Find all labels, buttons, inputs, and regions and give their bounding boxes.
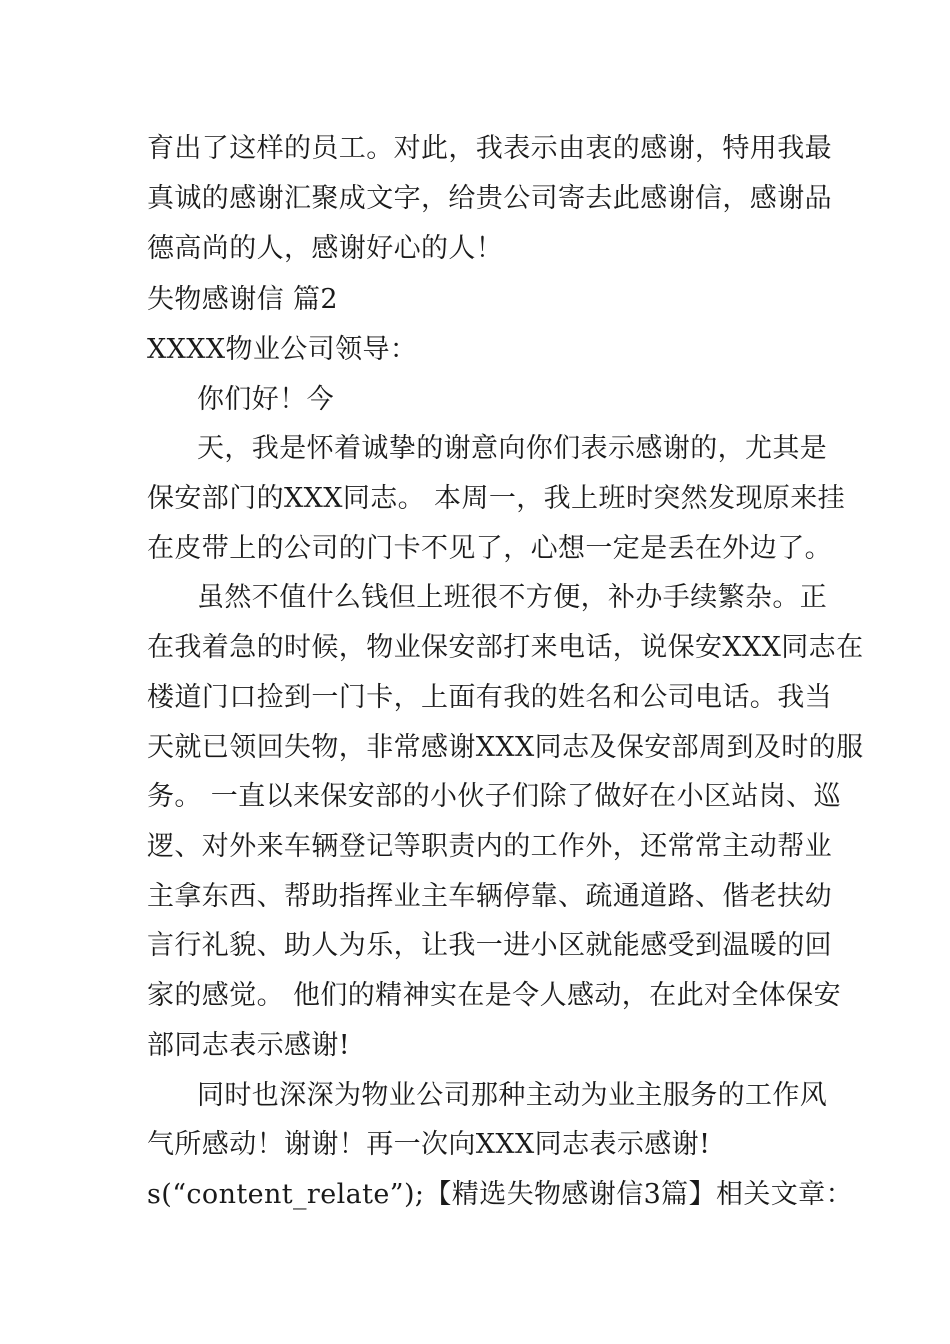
paragraph2-line-2: 在我着急的时候，物业保安部打来电话，说保安XXX同志在 [147,632,864,663]
paragraph1-line-3: 在皮带上的公司的门卡不见了，心想一定是丢在外边了。 [147,533,832,564]
paragraph2-line-4: 天就已领回失物，非常感谢XXX同志及保安部周到及时的服 [147,732,864,763]
paragraph2-line-3: 楼道门口捡到一门卡，上面有我的姓名和公司电话。我当 [147,682,832,713]
greeting: 你们好！今 [197,384,334,415]
section-title: 失物感谢信 篇2 [147,284,338,315]
intro-line-3: 德高尚的人，感谢好心的人！ [147,233,504,264]
paragraph2-line-8: 言行礼貌、助人为乐，让我一进小区就能感受到温暖的回 [147,930,832,961]
paragraph2-line-10: 部同志表示感谢! [147,1030,351,1061]
paragraph3-line-1: 同时也深深为物业公司那种主动为业主服务的工作风 [197,1080,828,1111]
footer-line: s(“content_relate”);【精选失物感谢信3篇】相关文章： [147,1179,853,1210]
paragraph2-line-6: 逻、对外来车辆登记等职责内的工作外，还常常主动帮业 [147,831,832,862]
salutation: XXXX物业公司领导： [147,334,418,365]
paragraph1-line-1: 天，我是怀着诚挚的谢意向你们表示感谢的，尤其是 [197,433,828,464]
paragraph1-line-2: 保安部门的XXX同志。 本周一，我上班时突然发现原来挂 [147,483,846,514]
paragraph2-line-7: 主拿东西、帮助指挥业主车辆停靠、疏通道路、偕老扶幼 [147,881,832,912]
paragraph3-line-2: 气所感动！谢谢！再一次向XXX同志表示感谢! [147,1129,711,1160]
paragraph2-line-1: 虽然不值什么钱但上班很不方便，补办手续繁杂。正 [197,582,828,613]
intro-line-2: 真诚的感谢汇聚成文字，给贵公司寄去此感谢信，感谢品 [147,183,832,214]
intro-line-1: 育出了这样的员工。对此，我表示由衷的感谢，特用我最 [147,133,832,164]
paragraph2-line-9: 家的感觉。 他们的精神实在是令人感动，在此对全体保安 [147,980,841,1011]
paragraph2-line-5: 务。 一直以来保安部的小伙子们除了做好在小区站岗、巡 [147,781,841,812]
